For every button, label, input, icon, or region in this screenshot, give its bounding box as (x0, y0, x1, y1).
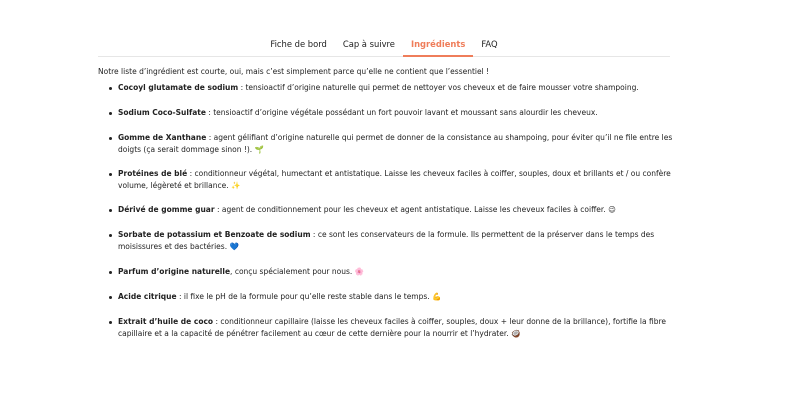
ingredients-panel (98, 65, 673, 340)
ingredient-name: Extrait d’huile de coco (118, 317, 214, 326)
blue-heart-icon: 💙 (229, 242, 239, 251)
tab-faq[interactable]: FAQ (481, 39, 498, 49)
ingredient-name: Dérivé de gomme guar (118, 205, 215, 214)
ingredient-item (98, 82, 673, 94)
ingredient-item (98, 132, 673, 156)
tab-ingredients[interactable]: Ingrédients (403, 36, 473, 57)
flexed-bicep-icon: 💪 (432, 292, 442, 301)
tab-fiche-de-bord[interactable]: Fiche de bord (270, 39, 327, 49)
tab-row (98, 36, 670, 56)
ingredient-name: Sorbate de potassium et Benzoate de sodium (118, 230, 311, 239)
tab-cap-a-suivre[interactable]: Cap à suivre (342, 39, 395, 49)
ingredient-description: : il fixe le pH de la formule pour qu’elle reste stable dans le temps. (176, 292, 433, 301)
ingredient-item (98, 229, 673, 253)
intro-text: Notre liste d’ingrédient est courte, oui, mais c’est simplement parce qu’elle ne contient que l’essentiel ! (98, 67, 490, 76)
ingredient-item (98, 168, 673, 192)
ingredient-name: Sodium Coco-Sulfate (118, 108, 206, 117)
ingredient-name: Acide citrique (118, 292, 177, 301)
ingredient-item (98, 204, 673, 216)
ingredient-name: Gomme de Xanthane (118, 133, 207, 142)
blossom-icon: 🌸 (354, 267, 365, 276)
ingredient-description: : agent de conditionnement pour les cheveux et agent antistatique. Laisse les cheveux faciles à coiffer. (214, 205, 609, 214)
ingredient-name: Parfum d’origine naturelle (118, 267, 231, 276)
ingredient-description: : tensioactif d’origine végétale possédant un fort pouvoir lavant et moussant sans alourdir les cheveux. (205, 108, 598, 117)
ingredient-description: : ce sont les conservateurs de la formule. Ils permettent de la préserver dans le temps des moisissures et des bactéries. (118, 230, 655, 251)
ingredient-item (98, 291, 673, 303)
ingredient-item (98, 107, 673, 119)
ingredient-description: : tensioactif d’origine naturelle qui permet de nettoyer vos cheveux et de faire mousser votre shampoing. (238, 83, 639, 92)
ingredient-name: Protéines de blé (118, 169, 188, 178)
wink-face-icon: 😉 (608, 205, 616, 214)
seedling-icon: 🌱 (254, 145, 264, 154)
ingredient-list (98, 82, 673, 340)
ingredient-description: : conditionneur végétal, humectant et antistatique. Laisse les cheveux faciles à coiffer, souples, doux et brillants et / ou confère volume, légèreté et brillance. (118, 169, 671, 190)
sparkles-icon: ✨ (231, 181, 241, 190)
tab-bar (98, 36, 670, 57)
ingredient-item (98, 316, 673, 340)
ingredient-description: : agent gélifiant d’origine naturelle qui permet de donner de la consistance au shampoing, pour éviter qu’il ne file entre les doigts (ça serait dommage sinon !). (118, 133, 673, 154)
ingredient-name: Cocoyl glutamate de sodium (118, 83, 239, 92)
coconut-icon: 🥥 (511, 329, 521, 338)
ingredient-description: : conditionneur capillaire (laisse les cheveux faciles à coiffer, souples, doux + leur donne de la brillance), fortifie la fibre capillaire et a la capacité de pénétrer facilement au cœur de cette dernière pour la nourrir et l’hydrater. (118, 317, 667, 338)
ingredient-description: , conçu spécialement pour nous. (230, 267, 355, 276)
ingredient-item (98, 266, 673, 278)
